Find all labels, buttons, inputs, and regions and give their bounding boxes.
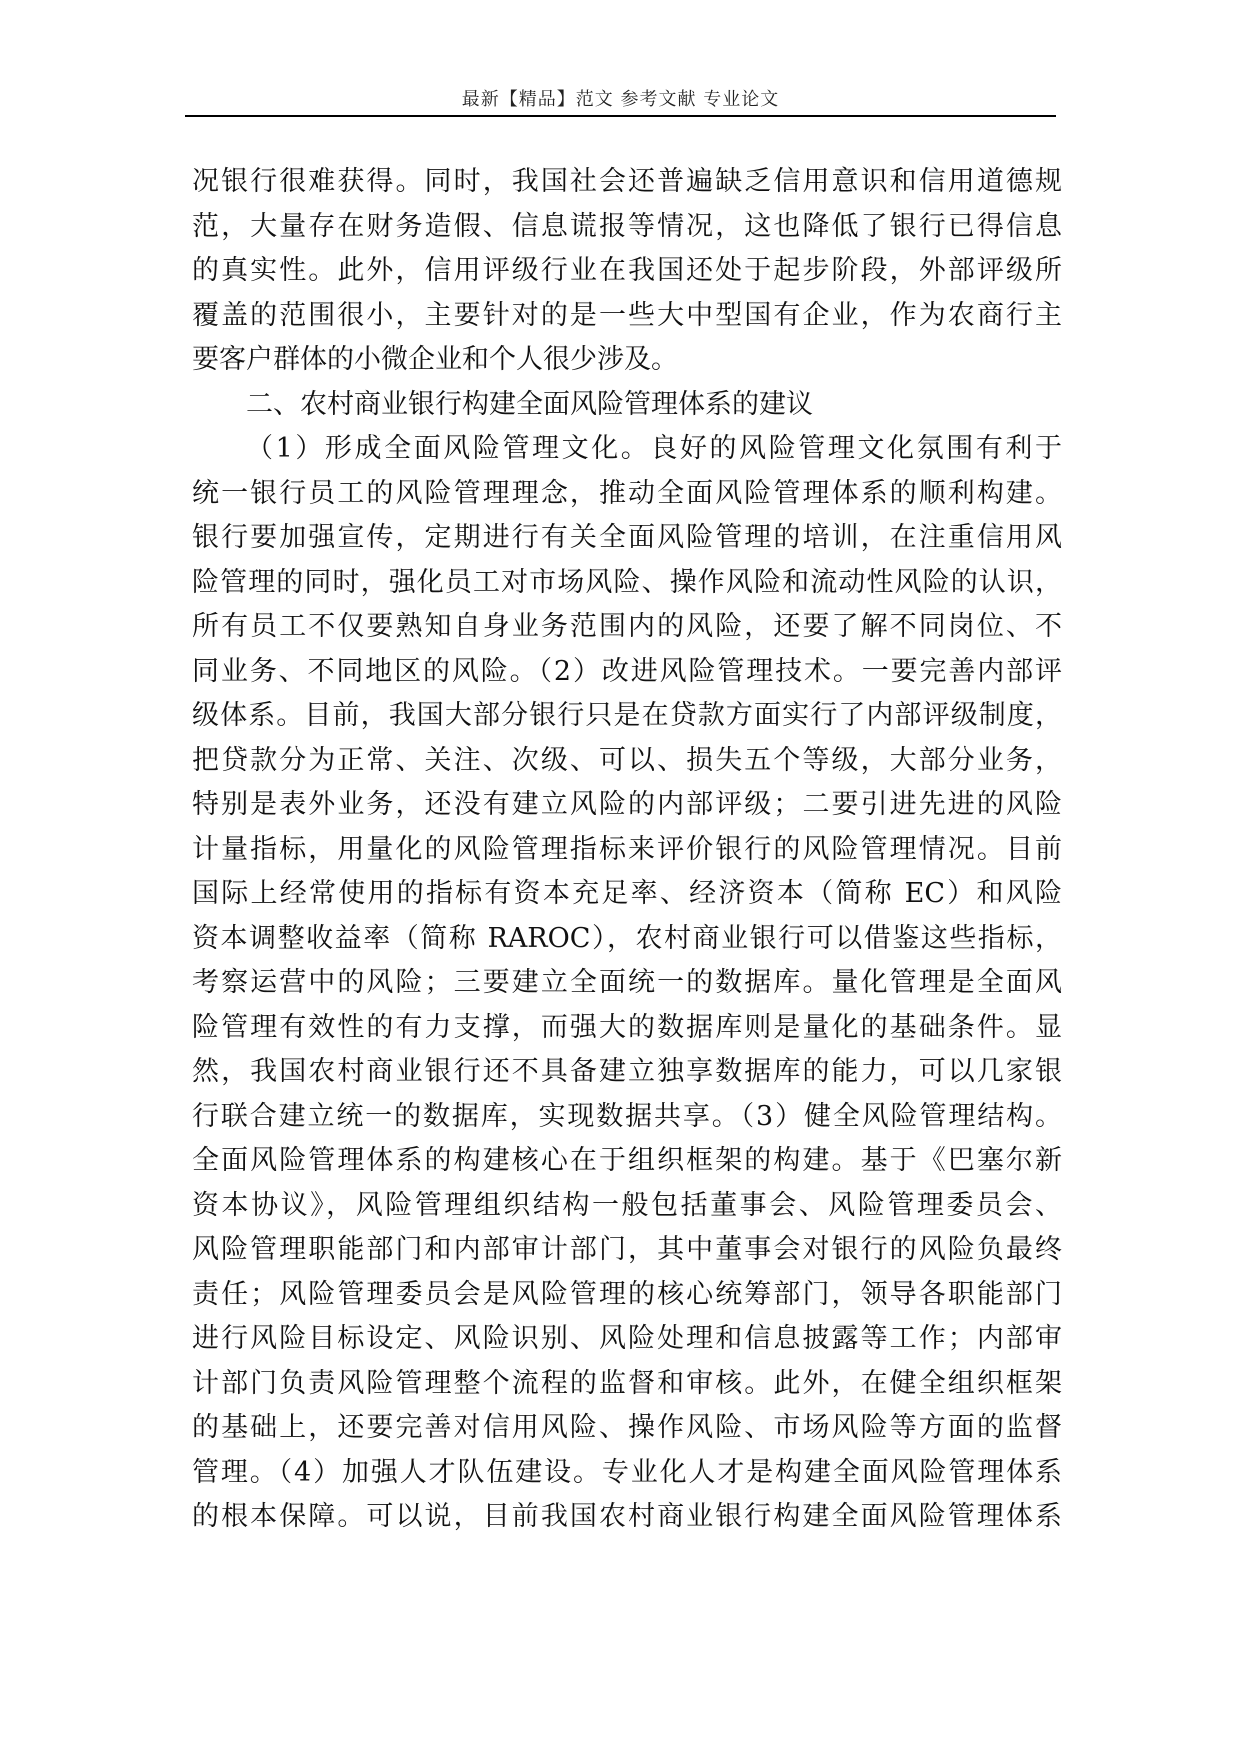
text-line: 范，大量存在财务造假、信息谎报等情况，这也降低了银行已得信息 [192, 210, 1062, 242]
text-line: 责任；风险管理委员会是风险管理的核心统筹部门，领导各职能部门 [192, 1278, 1062, 1310]
section-heading: 二、农村商业银行构建全面风险管理体系的建议 [246, 388, 813, 420]
text-line: 银行要加强宣传，定期进行有关全面风险管理的培训，在注重信用风 [192, 522, 1062, 553]
text-line: 统一银行员工的风险管理理念，推动全面风险管理体系的顺利构建。 [192, 477, 1062, 509]
text-line: 险管理的同时，强化员工对市场风险、操作风险和流动性风险的认识， [192, 566, 1062, 598]
text-line: 全面风险管理体系的构建核心在于组织框架的构建。基于《巴塞尔新 [192, 1145, 1062, 1176]
text-line: 计量指标，用量化的风险管理指标来评价银行的风险管理情况。目前 [192, 833, 1062, 865]
text-line: 行联合建立统一的数据库，实现数据共享。（3）健全风险管理结构。 [192, 1100, 1062, 1132]
text-line: 资本协议》，风险管理组织结构一般包括董事会、风险管理委员会、 [192, 1189, 1062, 1221]
text-line: 管理。（4）加强人才队伍建设。专业化人才是构建全面风险管理体系 [192, 1456, 1062, 1488]
text-line: 同业务、不同地区的风险。（2）改进风险管理技术。一要完善内部评 [192, 655, 1062, 687]
text-line: 级体系。目前，我国大部分银行只是在贷款方面实行了内部评级制度， [192, 700, 1062, 731]
text-line: 计部门负责风险管理整个流程的监督和审核。此外，在健全组织框架 [192, 1367, 1062, 1399]
header-divider [185, 115, 1056, 117]
text-line: 考察运营中的风险；三要建立全面统一的数据库。量化管理是全面风 [192, 967, 1062, 998]
text-line: 国际上经常使用的指标有资本充足率、经济资本（简称 EC）和风险 [192, 878, 1062, 909]
text-line: 况银行很难获得。同时，我国社会还普遍缺乏信用意识和信用道德规 [192, 166, 1062, 197]
text-line: 的真实性。此外，信用评级行业在我国还处于起步阶段，外部评级所 [192, 255, 1062, 286]
text-line: 覆盖的范围很小，主要针对的是一些大中型国有企业，作为农商行主 [192, 299, 1062, 331]
text-line: 要客户群体的小微企业和个人很少涉及。 [192, 344, 678, 375]
document-body [192, 160, 1062, 1540]
text-line: 进行风险目标设定、风险识别、风险处理和信息披露等工作；内部审 [192, 1323, 1062, 1354]
text-line: 险管理有效性的有力支撑，而强大的数据库则是量化的基础条件。显 [192, 1011, 1062, 1043]
text-line: 所有员工不仅要熟知自身业务范围内的风险，还要了解不同岗位、不 [192, 611, 1062, 642]
text-line: 然，我国农村商业银行还不具备建立独享数据库的能力，可以几家银 [192, 1056, 1062, 1087]
text-line: 特别是表外业务，还没有建立风险的内部评级；二要引进先进的风险 [192, 789, 1062, 820]
page-header: 最新【精品】范文 参考文献 专业论文 [461, 89, 780, 110]
text-line: 资本调整收益率（简称 RAROC），农村商业银行可以借鉴这些指标， [192, 922, 1062, 954]
text-line: 的基础上，还要完善对信用风险、操作风险、市场风险等方面的监督 [192, 1412, 1062, 1443]
text-line: （1）形成全面风险管理文化。良好的风险管理文化氛围有利于 [246, 433, 1062, 464]
text-line: 把贷款分为正常、关注、次级、可以、损失五个等级，大部分业务， [192, 744, 1062, 776]
text-line: 的根本保障。可以说，目前我国农村商业银行构建全面风险管理体系 [192, 1501, 1062, 1532]
text-line: 风险管理职能部门和内部审计部门，其中董事会对银行的风险负最终 [192, 1234, 1062, 1265]
